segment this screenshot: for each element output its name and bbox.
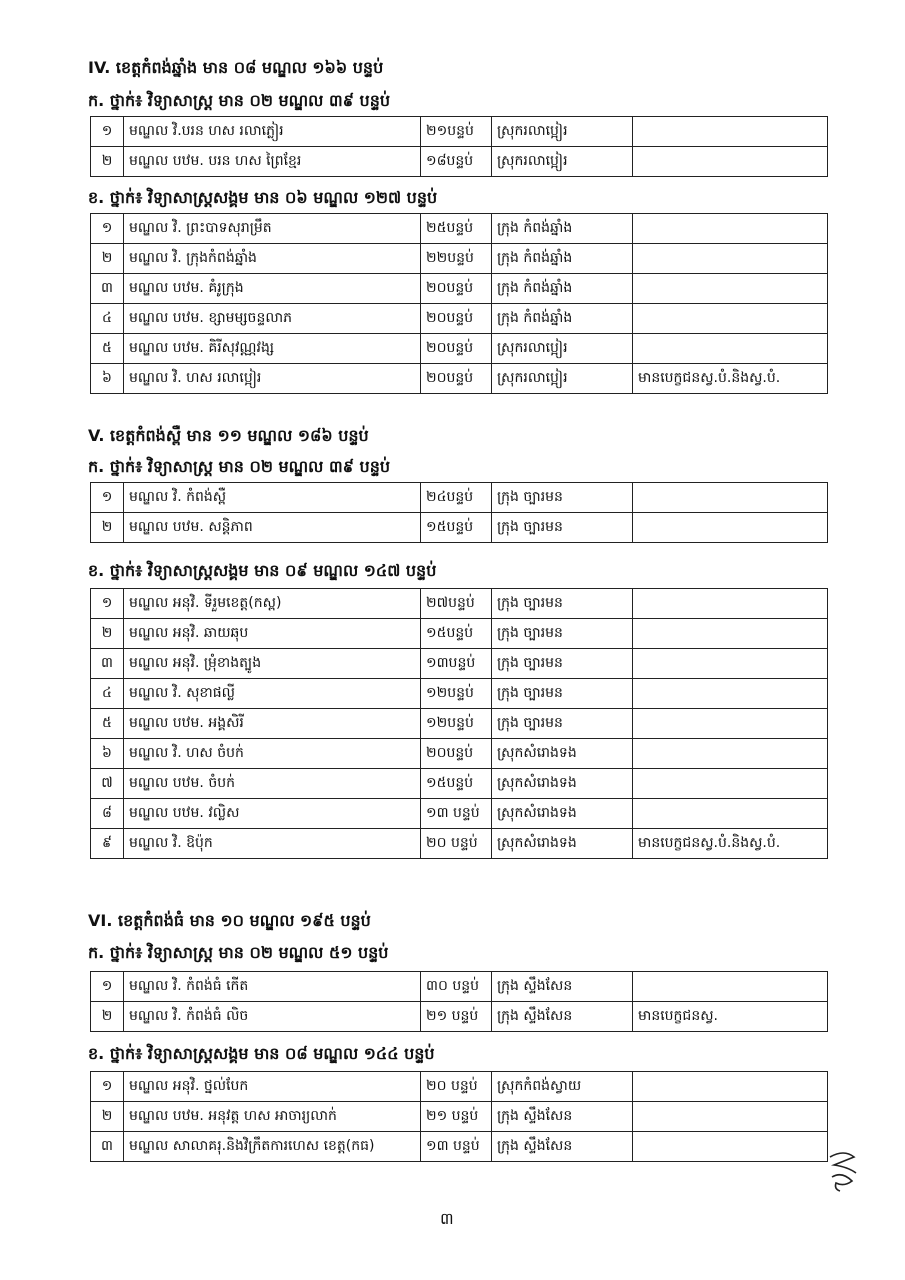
location: ក្រុង ច្បារមន (492, 589, 633, 619)
room-count: ២១ បន្ទប់ (421, 1102, 492, 1132)
row-number: ២ (91, 1102, 124, 1132)
row-number: ៤ (91, 304, 124, 334)
note (633, 1102, 828, 1132)
note (633, 147, 828, 177)
center-name: មណ្ឌល វិ. ហស រលាប្អៀរ (124, 364, 421, 394)
room-count: ២០បន្ទប់ (421, 274, 492, 304)
table-row (91, 589, 828, 619)
location: ក្រុង ច្បារមន (492, 483, 633, 513)
table-row (91, 739, 828, 769)
room-count: ២៤បន្ទប់ (421, 483, 492, 513)
note (633, 483, 828, 513)
table-row (91, 214, 828, 244)
center-name: មណ្ឌល វិ. កំពង់ធំ លិច (124, 1002, 421, 1032)
location: ស្រុកសំរោងទង (492, 739, 633, 769)
room-count: ១៥បន្ទប់ (421, 619, 492, 649)
row-number: ៤ (91, 679, 124, 709)
table-row (91, 1072, 828, 1102)
row-number: ៦ (91, 739, 124, 769)
note (633, 274, 828, 304)
row-number: ៦ (91, 364, 124, 394)
note (633, 769, 828, 799)
room-count: ២០បន្ទប់ (421, 304, 492, 334)
center-name: មណ្ឌល សាលាគរុ.និងវិក្រឹតការហេស ខេត្ត(កធ) (124, 1132, 421, 1162)
center-name: មណ្ឌល អនុវិ. ម្រុំខាងត្បូង (124, 649, 421, 679)
room-count: ២០ បន្ទប់ (421, 829, 492, 859)
table-row (91, 274, 828, 304)
row-number: ១ (91, 214, 124, 244)
room-count: ២២បន្ទប់ (421, 244, 492, 274)
table-row (91, 709, 828, 739)
room-count: ២៥បន្ទប់ (421, 214, 492, 244)
row-number: ១ (91, 117, 124, 147)
center-name: មណ្ឌល បឋម. បរន ហស ព្រៃខ្មែរ (124, 147, 421, 177)
center-name: មណ្ឌល បឋម. វល្លិស (124, 799, 421, 829)
group-title: ខ. ថ្នាក់៖ វិទ្យាសាស្ត្រសង្គម មាន ០៦ មណ្ឌល ១២៧ បន្ទប់ (88, 188, 438, 207)
location: ស្រុករលាប្អៀរ (492, 364, 633, 394)
table-row (91, 769, 828, 799)
center-name: មណ្ឌល អនុវិ. ទីរួមខេត្ត(កស្ព) (124, 589, 421, 619)
group-title: ក. ថ្នាក់៖ វិទ្យាសាស្ត្រ មាន ០២ មណ្ឌល ៣៩ បន្ទប់ (88, 91, 391, 110)
table-row (91, 304, 828, 334)
note (633, 117, 828, 147)
page-number: ៣ (440, 1209, 454, 1228)
table-row (91, 513, 828, 543)
center-name: មណ្ឌល បឋម. អង្គសិរី (124, 709, 421, 739)
table-row (91, 679, 828, 709)
note (633, 709, 828, 739)
row-number: ៣ (91, 649, 124, 679)
row-number: ៧ (91, 769, 124, 799)
table-row (91, 1102, 828, 1132)
center-name: មណ្ឌល បឋម. អនុវត្ត ហស អាចារ្យលាក់ (124, 1102, 421, 1132)
table-row (91, 117, 828, 147)
table-row (91, 1132, 828, 1162)
row-number: ២ (91, 147, 124, 177)
center-name: មណ្ឌល វិ.បរន ហស រលាភ្លៀរ (124, 117, 421, 147)
group-title: ក. ថ្នាក់៖ វិទ្យាសាស្ត្រ មាន ០២ មណ្ឌល ៥១ បន្ទប់ (88, 943, 389, 962)
center-name: មណ្ឌល អនុវិ. ថ្នល់បែក (124, 1072, 421, 1102)
note (633, 214, 828, 244)
row-number: ៣ (91, 1132, 124, 1162)
note (633, 619, 828, 649)
note (633, 513, 828, 543)
note (633, 1072, 828, 1102)
note: មានបេក្ខជនស្វ. (633, 1002, 828, 1032)
location: ក្រុង ច្បារមន (492, 649, 633, 679)
room-count: ១៣បន្ទប់ (421, 649, 492, 679)
room-count: ២១ បន្ទប់ (421, 1002, 492, 1032)
section-heading: V. ខេត្តកំពង់ស្ពឺ មាន ១១ មណ្ឌល ១៨៦ បន្ទប់ (88, 426, 369, 445)
note (633, 799, 828, 829)
section-heading: VI. ខេត្តកំពង់ធំ មាន ១០ មណ្ឌល ១៩៥ បន្ទប់ (88, 911, 371, 930)
row-number: ១ (91, 972, 124, 1002)
row-number: ២ (91, 513, 124, 543)
note (633, 589, 828, 619)
location: ស្រុកសំរោងទង (492, 799, 633, 829)
note (633, 972, 828, 1002)
center-name: មណ្ឌល បឋម. គិរីសុវណ្ណវង្ស (124, 334, 421, 364)
room-count: ២០បន្ទប់ (421, 334, 492, 364)
note (633, 679, 828, 709)
section-heading: IV. ខេត្តកំពង់ឆ្នាំង មាន ០៨ មណ្ឌល ១៦៦ បន្ទប់ (88, 58, 384, 77)
initials-signature (826, 1147, 860, 1193)
location: ស្រុករលាប្អៀរ (492, 117, 633, 147)
row-number: ២ (91, 619, 124, 649)
table-row (91, 147, 828, 177)
room-count: ១៨បន្ទប់ (421, 147, 492, 177)
location: ក្រុង ស្ទឹងសែន (492, 972, 633, 1002)
table-row (91, 244, 828, 274)
center-name: មណ្ឌល អនុវិ. ឆាយឆុប (124, 619, 421, 649)
location: ក្រុង ច្បារមន (492, 679, 633, 709)
location: ក្រុង ច្បារមន (492, 709, 633, 739)
location: ក្រុង កំពង់ឆ្នាំង (492, 274, 633, 304)
center-name: មណ្ឌល វិ. ក្រុងកំពង់ឆ្នាំង (124, 244, 421, 274)
note (633, 1132, 828, 1162)
room-count: ២១បន្ទប់ (421, 117, 492, 147)
room-count: ១៥បន្ទប់ (421, 513, 492, 543)
centers-table (90, 971, 828, 1032)
row-number: ២ (91, 1002, 124, 1032)
table-row (91, 649, 828, 679)
table-row (91, 619, 828, 649)
room-count: ១៣ បន្ទប់ (421, 799, 492, 829)
location: ក្រុង ស្ទឹងសែន (492, 1132, 633, 1162)
note (633, 739, 828, 769)
center-name: មណ្ឌល បឋម. ចំបក់ (124, 769, 421, 799)
table-row (91, 364, 828, 394)
center-name: មណ្ឌល បឋម. ខ្សាមម្សចន្ទលាភ (124, 304, 421, 334)
location: ក្រុង ច្បារមន (492, 513, 633, 543)
note (633, 244, 828, 274)
group-title: ខ. ថ្នាក់៖ វិទ្យាសាស្ត្រសង្គម មាន ០៩ មណ្ឌល ១៤៧ បន្ទប់ (88, 561, 437, 580)
location: ស្រុកសំរោងទង (492, 829, 633, 859)
room-count: ១២បន្ទប់ (421, 709, 492, 739)
row-number: ៥ (91, 709, 124, 739)
row-number: ៥ (91, 334, 124, 364)
centers-table (90, 588, 828, 859)
center-name: មណ្ឌល បឋម. គំរូក្រុង (124, 274, 421, 304)
table-row (91, 972, 828, 1002)
center-name: មណ្ឌល វិ. ឱប៉ុក (124, 829, 421, 859)
note (633, 304, 828, 334)
room-count: ១៥បន្ទប់ (421, 769, 492, 799)
room-count: ១២បន្ទប់ (421, 679, 492, 709)
centers-table (90, 116, 828, 177)
row-number: ៩ (91, 829, 124, 859)
room-count: ២០បន្ទប់ (421, 739, 492, 769)
center-name: មណ្ឌល វិ. កំពង់ស្ពឺ (124, 483, 421, 513)
center-name: មណ្ឌល វិ. សុខាផល្លី (124, 679, 421, 709)
row-number: ៨ (91, 799, 124, 829)
centers-table (90, 482, 828, 543)
room-count: ១៣ បន្ទប់ (421, 1132, 492, 1162)
table-row (91, 483, 828, 513)
center-name: មណ្ឌល វិ. ហស ចំបក់ (124, 739, 421, 769)
location: ស្រុកសំរោងទង (492, 769, 633, 799)
table-row (91, 799, 828, 829)
group-title: ក. ថ្នាក់៖ វិទ្យាសាស្ត្រ មាន ០២ មណ្ឌល ៣៩ បន្ទប់ (88, 457, 391, 476)
center-name: មណ្ឌល វិ. ព្រះបាទសុរាម្រឹត (124, 214, 421, 244)
location: ស្រុកកំពង់ស្វាយ (492, 1072, 633, 1102)
note: មានបេក្ខជនស្វ.បំ.និងស្វ.បំ. (633, 364, 828, 394)
room-count: ២០បន្ទប់ (421, 364, 492, 394)
table-row (91, 334, 828, 364)
row-number: ១ (91, 1072, 124, 1102)
location: ក្រុង ស្ទឹងសែន (492, 1102, 633, 1132)
room-count: ៣០ បន្ទប់ (421, 972, 492, 1002)
location: ក្រុង កំពង់ឆ្នាំង (492, 244, 633, 274)
room-count: ២៧បន្ទប់ (421, 589, 492, 619)
location: ក្រុង ស្ទឹងសែន (492, 1002, 633, 1032)
row-number: ៣ (91, 274, 124, 304)
centers-table (90, 213, 828, 394)
location: ក្រុង កំពង់ឆ្នាំង (492, 214, 633, 244)
center-name: មណ្ឌល បឋម. សន្តិភាព (124, 513, 421, 543)
table-row (91, 829, 828, 859)
location: ក្រុង កំពង់ឆ្នាំង (492, 304, 633, 334)
centers-table (90, 1071, 828, 1162)
group-title: ខ. ថ្នាក់៖ វិទ្យាសាស្ត្រសង្គម មាន ០៨ មណ្ឌល ១៤៤ បន្ទប់ (88, 1044, 435, 1063)
location: ស្រុករលាប្អៀរ (492, 147, 633, 177)
note: មានបេក្ខជនស្វ.បំ.និងស្វ.បំ. (633, 829, 828, 859)
table-row (91, 1002, 828, 1032)
row-number: ១ (91, 483, 124, 513)
note (633, 649, 828, 679)
location: ក្រុង ច្បារមន (492, 619, 633, 649)
row-number: ១ (91, 589, 124, 619)
row-number: ២ (91, 244, 124, 274)
location: ស្រុករលាប្អៀរ (492, 334, 633, 364)
note (633, 334, 828, 364)
center-name: មណ្ឌល វិ. កំពង់ធំ កើត (124, 972, 421, 1002)
room-count: ២០ បន្ទប់ (421, 1072, 492, 1102)
